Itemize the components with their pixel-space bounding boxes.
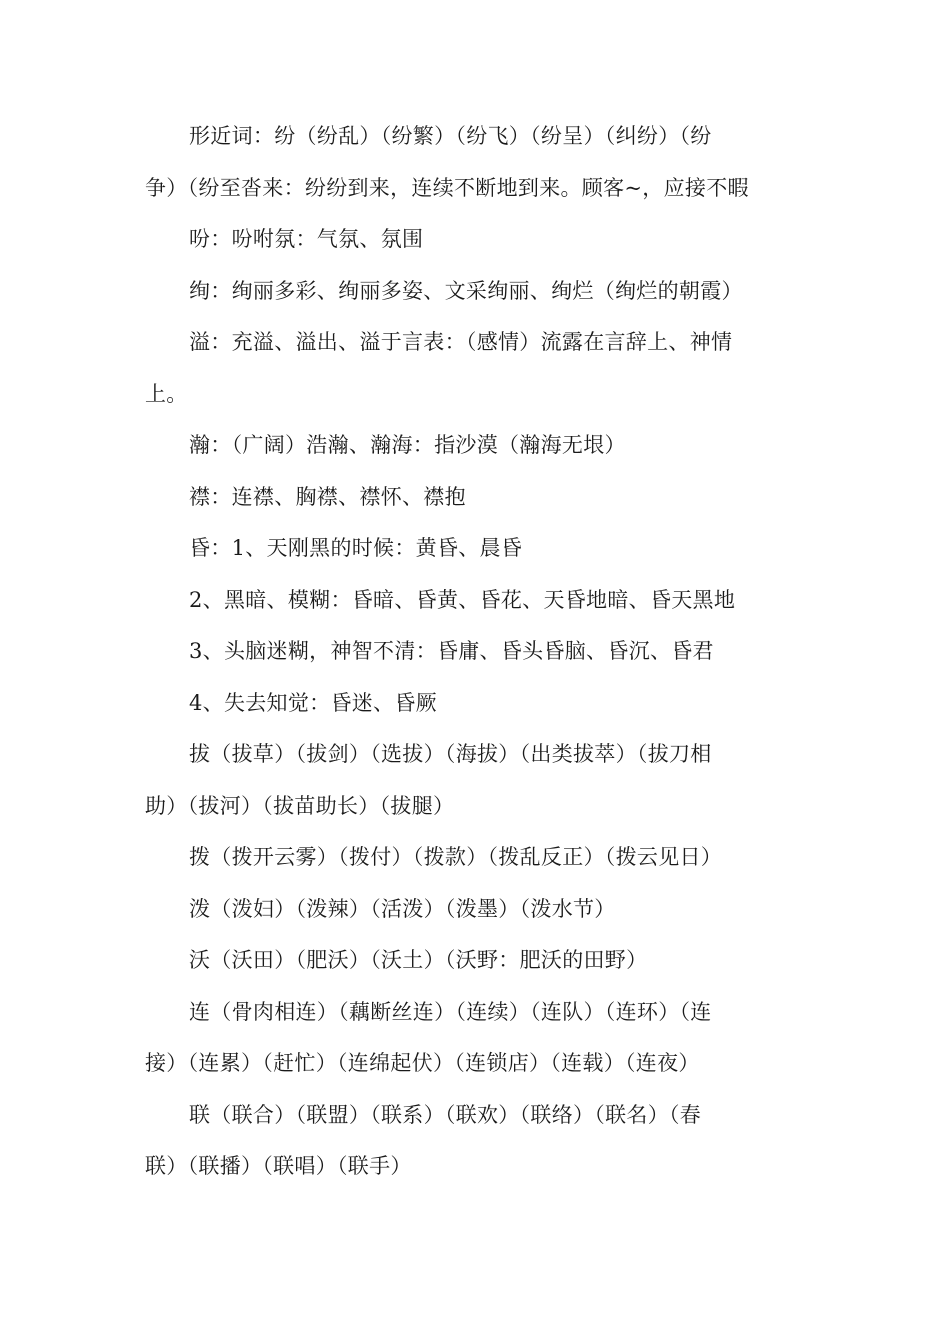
text-line: 绚：绚丽多彩、绚丽多姿、文采绚丽、绚烂（绚烂的朝霞）	[189, 278, 743, 303]
text-line: 昏：1、天刚黑的时候：黄昏、晨昏	[189, 536, 523, 560]
text-line: 助）（拔河）（拔苗助长）（拔腿）	[145, 793, 455, 818]
text-line: 形近词：纷（纷乱）（纷繁）（纷飞）（纷呈）（纠纷）（纷	[189, 124, 712, 148]
text-line: 联（联合）（联盟）（联系）（联欢）（联络）（联名）（春	[189, 1102, 702, 1127]
text-line: 吩：吩咐氛：气氛、氛围	[189, 227, 424, 251]
text-line: 争）（纷至沓来：纷纷到来，连续不断地到来。顾客~，应接不暇	[145, 175, 749, 200]
text-line: 联）（联播）（联唱）（联手）	[145, 1154, 412, 1178]
text-line: 沃（沃田）（肥沃）（沃土）（沃野：肥沃的田野）	[189, 948, 648, 972]
text-line: 拔（拔草）（拔剑）（选拔）（海拔）（出类拔萃）（拔刀相	[189, 742, 712, 766]
text-line: 上。	[145, 381, 188, 406]
text-line: 瀚：（广阔）浩瀚、瀚海：指沙漠（瀚海无垠）	[189, 433, 626, 457]
text-line: 襟：连襟、胸襟、襟怀、襟抱	[189, 484, 466, 509]
document-page	[145, 111, 805, 1193]
text-line: 连（骨肉相连）（藕断丝连）（连续）（连队）（连环）（连	[189, 999, 712, 1024]
text-line: 2、黑暗、模糊：昏暗、昏黄、昏花、天昏地暗、昏天黑地	[189, 587, 736, 612]
text-line: 3、头脑迷糊，神智不清：昏庸、昏头昏脑、昏沉、昏君	[189, 639, 714, 663]
text-line: 4、失去知觉：昏迷、昏厥	[189, 690, 437, 715]
text-line: 接）（连累）（赶忙）（连绵起伏）（连锁店）（连载）（连夜）	[145, 1051, 700, 1075]
text-line: 拨（拨开云雾）（拨付）（拨款）（拨乱反正）（拨云见日）	[189, 845, 723, 869]
text-line: 溢：充溢、溢出、溢于言表：（感情）流露在言辞上、神情	[189, 330, 733, 354]
text-line: 泼（泼妇）（泼辣）（活泼）（泼墨）（泼水节）	[189, 896, 616, 921]
